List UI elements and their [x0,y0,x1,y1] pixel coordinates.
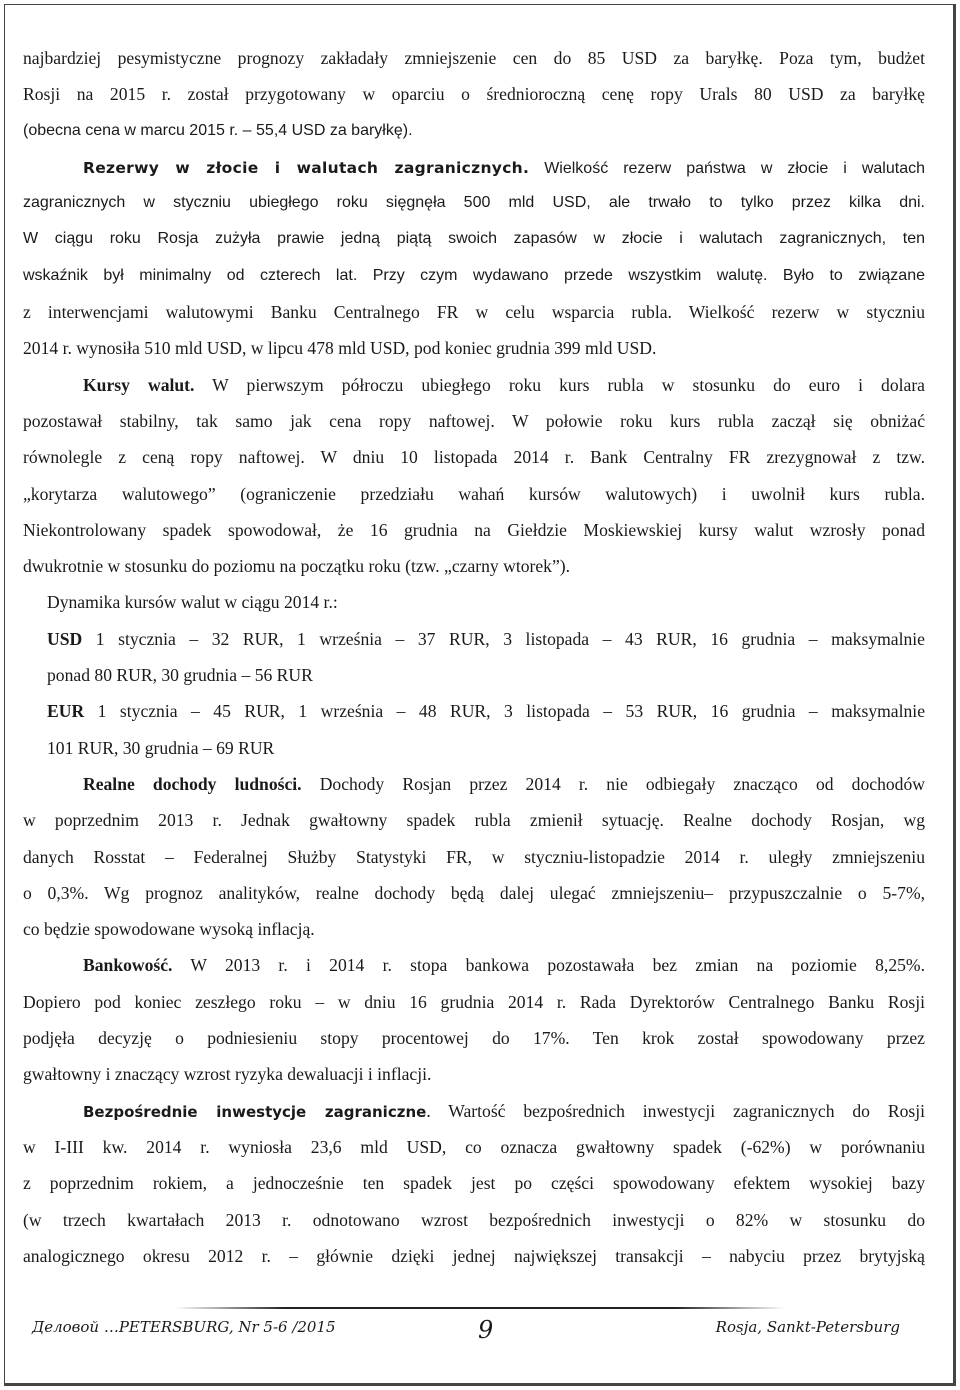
text-line: zagranicznych w styczniu ubiegłego roku sięgnęła 500 mld USD, ale trwało to tylko przez kilka dni. [23,194,925,212]
paragraph-fdi-first-line [23,1093,925,1129]
text-span: Wartość bezpośrednich inwestycji zagranicznych do Rosji [448,1100,925,1121]
text-line: analogicznego okresu 2012 r. – głównie dzięki jednej największej transakcji – nabyciu przez brytyjską [23,1245,925,1266]
text-line: wskaźnik był minimalny od czterech lat. Przy czym wydawano przede wszystkim walutę. Było to związane [23,266,925,284]
page-number: 9 [478,1316,494,1344]
text-line: gwałtowny i znaczący wzrost ryzyka dewaluacji i inflacji. [23,1064,432,1085]
article-body [23,40,925,1274]
text-line: (w trzech kwartałach 2013 r. odnotowano wzrost bezpośrednich inwestycji o 82% w stosunku do [23,1209,925,1230]
text-span: Wielkość rezerw państwa w złocie i walutach [544,159,925,177]
paragraph-reserves-first-line [23,149,925,185]
footer-rule [175,1307,785,1309]
text-line: najbardziej pesymistyczne prognozy zakładały zmniejszenie cen do 85 USD za baryłkę. Poza tym, budżet [23,48,925,68]
text-span: Dochody Rosjan przez 2014 r. nie odbiegały znacząco od dochodów [319,773,925,794]
text-line: W ciągu roku Rosja zużyła prawie jedną piątą swoich zapasów w złocie i walutach zagranicznych, ten [23,230,925,248]
usd-label: USD [47,628,83,649]
text-line: w I-III kw. 2014 r. wyniosła 23,6 mld USD, co oznacza gwałtowny spadek (-62%) w porównaniu [23,1136,925,1157]
text-line: danych Rosstat – Federalnej Służby Statystyki FR, w styczniu-listopadzie 2014 r. uległy zmniejszeniu [23,846,925,867]
text-span: 1 stycznia – 32 RUR, 1 września – 37 RUR, 3 listopada – 43 RUR, 16 grudnia – maksymalnie [95,628,925,649]
text-line: w poprzednim 2013 r. Jednak gwałtowny spadek rubla zmienił sytuację. Realne dochody Rosjan, wg [23,810,925,831]
paragraph-banking-first-line [23,947,925,983]
paragraph-income-first-line [23,766,925,802]
eur-label: EUR [47,701,85,722]
text-line: o 0,3%. Wg prognoz analityków, realne dochody będą dalej ulegać zmniejszeniu– przypuszczalnie o 5-7%, [23,882,925,903]
heading-income: Realne dochody ludności. [83,773,302,794]
heading-fdi: Bezpośrednie inwestycje zagraniczne [83,1102,427,1121]
footer-publication: Деловой …PETERSBURG, Nr 5-6 /2015 [32,1318,336,1336]
usd-rates-line [23,621,925,657]
text-line: Dopiero pod koniec zeszłego roku – w dniu 16 grudnia 2014 r. Rada Dyrektorów Centralnego Banku Rosji [23,991,925,1012]
text-span: 1 stycznia – 45 RUR, 1 września – 48 RUR, 3 listopada – 53 RUR, 16 grudnia – maksymalnie [97,701,925,722]
text-line: z interwencjami walutowymi Banku Centralnego FR w celu wsparcia rubla. Wielkość rezerw w styczniu [23,302,925,323]
text-line: równolegle z ceną ropy naftowej. W dniu 10 listopada 2014 r. Bank Centralny FR zrezygnował z tzw. [23,447,925,468]
text-line: dwukrotnie w stosunku do poziomu na początku roku (tzw. „czarny wtorek”). [23,556,571,577]
footer-location: Rosja, Sankt-Petersburg [715,1318,900,1336]
eur-rates-line [23,693,925,729]
text-line: z poprzednim rokiem, a jednocześnie ten spadek jest po części spowodowany efektem wysokiej bazy [23,1173,925,1194]
text-line: co będzie spowodowane wysoką inflacją. [23,919,315,940]
heading-reserves: Rezerwy w złocie i walutach zagranicznych. [83,158,530,177]
text-line: Rosji na 2015 r. został przygotowany w oparciu o średnioroczną cenę ropy Urals 80 USD za baryłkę [23,84,925,105]
text-span: W pierwszym półroczu ubiegłego roku kurs rubla w stosunku do euro i dolara [212,374,925,395]
text-line: 101 RUR, 30 grudnia – 69 RUR [47,737,275,758]
text-line: ponad 80 RUR, 30 grudnia – 56 RUR [47,665,313,686]
heading-banking: Bankowość. [83,955,173,976]
text-period: . [426,1100,431,1121]
text-line: (obecna cena w marcu 2015 r. – 55,4 USD za baryłkę). [23,121,413,139]
text-line: pozostawał stabilny, tak samo jak cena ropy naftowej. W połowie roku kurs rubla zaczął się obniżać [23,410,925,431]
text-line: „korytarza walutowego” (ograniczenie przedziału wahań kursów walutowych) i uwolnił kurs rubla. [23,483,925,504]
text-line: 2014 r. wynosiła 510 mld USD, w lipcu 478 mld USD, pod koniec grudnia 399 mld USD. [23,338,657,359]
rates-heading: Dynamika kursów walut w ciągu 2014 r.: [47,592,338,613]
text-span: W 2013 r. i 2014 r. stopa bankowa pozostawała bez zmian na poziomie 8,25%. [190,955,925,976]
text-line: Niekontrolowany spadek spowodował, że 16 grudnia na Giełdzie Moskiewskiej kursy walut wzrosły ponad [23,519,925,540]
heading-exchange: Kursy walut. [83,374,195,395]
paragraph-exchange-first-line [23,367,925,403]
text-line: podjęła decyzję o podniesieniu stopy procentowej do 17%. Ten krok został spowodowany przez [23,1028,925,1049]
